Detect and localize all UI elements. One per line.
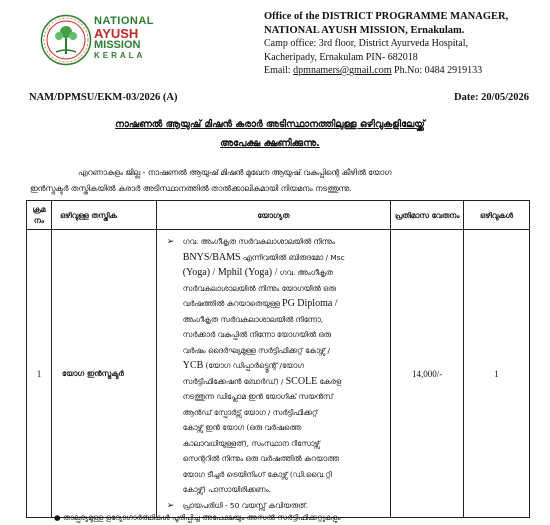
- qual-text: നടത്തുന്ന ഡിപ്ലോമ ഇൻ യോഗിക് സയൻസ്: [182, 392, 334, 401]
- cell-vacancies: 1: [464, 230, 530, 518]
- qual-text: സർക്കാർ വകുപ്പിൽ നിന്നോ യോഗയിൽ ഒരു: [182, 330, 331, 339]
- vacancy-table: [26, 200, 530, 518]
- header-salary: പ്രതിമാസ വേതനം: [391, 201, 464, 230]
- qual-text: വർഷത്തിൽ കുറയാതെയുള്ള: [182, 299, 280, 308]
- qual-text: വർഷം ദൈർഘ്യമുള്ള സർട്ടിഫിക്കറ്റ് കോഴ്സ് /: [182, 345, 331, 355]
- table-row: [27, 230, 530, 518]
- age-limit-text: പ്രായപരിധി - 50: [182, 500, 240, 510]
- table-header-row: [27, 201, 530, 230]
- notice-title-line2: അപേക്ഷ ക്ഷണിക്കുന്നു.: [220, 138, 320, 149]
- qual-text: സെന്ററിൽ നിന്നും ഒരു വർഷത്തിൽ കുറയാത്ത: [182, 454, 339, 463]
- qualification-bullet-1: [157, 234, 385, 498]
- arrow-bullet-icon: ➢: [166, 499, 175, 510]
- footnote-bullet: [54, 513, 524, 523]
- phone-number: Ph.No: 0484 2919133: [394, 65, 483, 76]
- office-title: Office of the DISTRICT PROGRAMME MANAGER,: [264, 11, 509, 22]
- office-contact: [264, 64, 544, 78]
- national-ayush-mission-logo: [40, 14, 92, 66]
- qual-text: BNYS/BAMS: [182, 251, 241, 263]
- qual-text: കേരള: [319, 376, 342, 386]
- intro-line1: എറണാകുളം ജില്ല - നാഷണൽ ആയുഷ് മിഷൻ മുഖേന ആയുഷ് വകുപ്പിന്റെ കീഴിൽ യോഗ: [78, 168, 392, 177]
- brand-line-mission: MISSION: [94, 39, 141, 51]
- qual-text: സർട്ടിഫിക്കേഷൻ ബോർഡ്) /: [182, 376, 284, 386]
- qual-text: ഗവ. അംഗീകൃത: [279, 268, 333, 277]
- arrow-bullet-icon: ➢: [166, 236, 175, 246]
- office-city-pin: Kacheripady, Ernakulam PIN- 682018: [264, 51, 418, 63]
- header-qualification: യോഗ്യത: [156, 201, 391, 230]
- office-subtitle: NATIONAL AYUSH MISSION, Ernakulam.: [264, 24, 465, 36]
- qual-text: (യോഗ ഡിപ്പാർട്ട്മെന്റ് /യോഗ: [205, 361, 304, 370]
- brand-line-national: NATIONAL: [94, 15, 155, 27]
- header-sl-no: ക്രമ നം: [27, 201, 52, 230]
- intro-line2: ഇൻസ്ട്രക്ടർ തസ്തികയിൽ കരാർ അടിസ്ഥാനത്തിൽ താൽക്കാലികമായി നിയമനം നടത്തുന്നു.: [30, 184, 352, 193]
- qual-text: ആൻഡ് സ്പോർട്സ് യോഗ / സർട്ടിഫിക്കറ്റ്: [182, 407, 318, 417]
- qual-text: YCB: [182, 360, 204, 371]
- qual-text: കാലാവധിയുള്ളത്), സംസ്ഥാന റിസോഴ്സ്: [182, 438, 320, 448]
- cell-post: യോഗ ഇൻസ്ട്രക്ടർ: [51, 230, 156, 518]
- email-link[interactable]: dpmnamers@gmail.com: [293, 65, 392, 76]
- cell-sl-no: 1: [27, 230, 52, 518]
- reference-number: NAM/DPMSU/EKM-03/2026 (A): [29, 92, 178, 103]
- qual-text: അംഗീകൃത സർവകലാശാലയിൽ നിന്നോ,: [182, 314, 324, 324]
- header-vacancies: ഒഴിവുകൾ: [464, 201, 530, 230]
- intro-paragraph: [30, 165, 530, 197]
- qual-text: SCOLE: [285, 375, 318, 387]
- cell-salary: 14,000/-: [391, 230, 464, 518]
- qual-text: എന്നിവയിൽ ബിരുദമോ / Msc: [242, 252, 345, 262]
- header-post: ഒഴിവുള്ള തസ്തിക: [51, 201, 156, 230]
- notice-date: Date: 20/05/2026: [454, 92, 529, 103]
- office-camp-address: Camp office: 3rd floor, District Ayurveda Hospital,: [264, 38, 469, 49]
- qual-text: യോഗ ടീച്ചർ ട്രെയിനിംഗ് കോഴ്സ് (ഡി.വൈ.റ്റി: [182, 469, 332, 479]
- bullet-dot-icon: ●: [54, 513, 61, 522]
- brand-wordmark: [94, 16, 154, 60]
- qual-text: സർവകലാശാലയിൽ നിന്നും യോഗയിൽ ഒരു: [182, 283, 336, 293]
- qual-text: ഗവ. അംഗീകൃത സർവകലാശാലയിൽ നിന്നും: [182, 237, 335, 246]
- brand-line-ayush: AYUSH: [94, 26, 139, 41]
- qual-text: PG Diploma /: [282, 298, 338, 309]
- age-limit-text: വയസ്സ് കവിയരുത്.: [241, 500, 309, 510]
- qual-text: കോഴ്സ്) പാസായിരിക്കണം.: [182, 485, 271, 494]
- footnote-text: താല്പര്യമുള്ള ഉദ്യോഗാർത്ഥികൾ പൂരിപ്പിച്ച അപേക്ഷയും അസൽ സർട്ടിഫിക്കറ്റുകളും: [62, 513, 341, 522]
- reference-line: [29, 92, 529, 103]
- brand-line-kerala: KERALA: [94, 51, 146, 60]
- qualification-bullet-2: [157, 498, 385, 514]
- qual-text: (Yoga) / Mphil (Yoga) /: [182, 267, 278, 278]
- qual-text: കോഴ്സ് ഇൻ യോഗ (ഒരു വർഷത്തെ: [182, 423, 302, 432]
- cell-qualification: [156, 230, 391, 518]
- email-label: Email:: [264, 65, 291, 76]
- notice-title-line1: നാഷണൽ ആയുഷ് മിഷൻ കരാർ അടിസ്ഥാനത്തിലുള്ള ഒഴിവുകളിലേയ്ക്ക്: [115, 119, 425, 130]
- office-address-block: [264, 10, 544, 78]
